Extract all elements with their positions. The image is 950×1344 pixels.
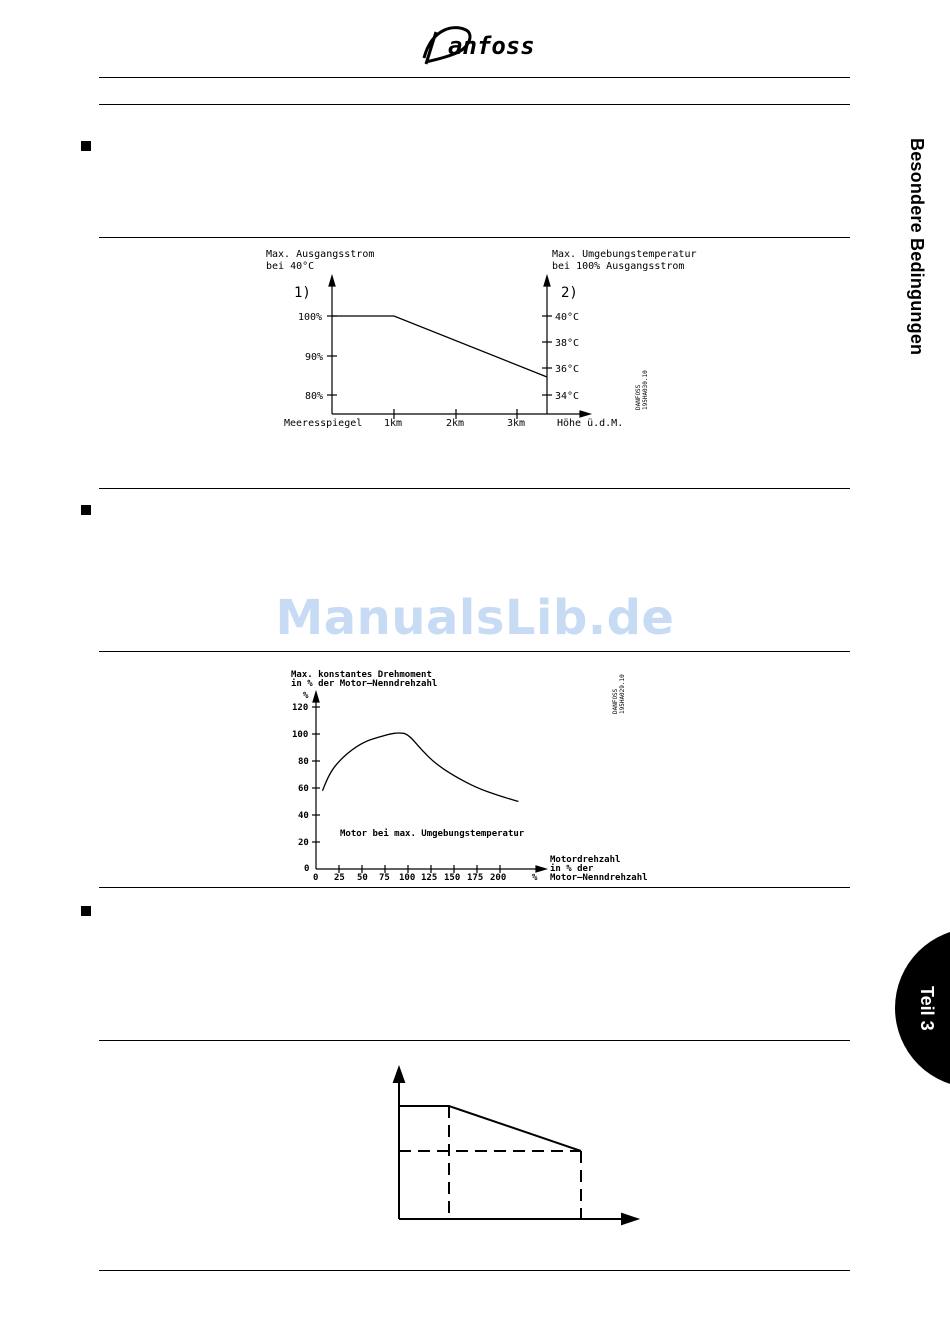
- chart1-ytick-right: 36°C: [555, 364, 580, 375]
- chart1-left-title-line1: Max. Ausgangsstrom: [266, 249, 375, 260]
- chart2-ytick: 20: [298, 838, 309, 848]
- chart2-ytick: 40: [298, 811, 309, 821]
- part-tab-label: Teil 3: [917, 986, 937, 1031]
- chart2-xtick: 75: [379, 873, 390, 883]
- chart1-right-title-line2: bei 100% Ausgangsstrom: [552, 261, 685, 272]
- chart1-ytick-right: 40°C: [555, 312, 580, 323]
- chart2-ytick: 100: [292, 730, 309, 740]
- chart1-xtick: 3km: [507, 418, 526, 429]
- chart2-ytick: 120: [292, 703, 309, 713]
- chart1-left-title-line2: bei 40°C: [266, 261, 315, 272]
- chart1-ytick-left: 100%: [298, 312, 323, 323]
- chart2-ytick: 60: [298, 784, 309, 794]
- chart2-xtick: 25: [334, 873, 345, 883]
- chart2-origin-label: 0: [313, 873, 319, 883]
- chart2-xtick: 100: [399, 873, 416, 883]
- chart1-ytick-left: 90%: [305, 352, 324, 363]
- chart1-code-line2: 195HA030.10: [642, 370, 649, 410]
- chart2-xtick: 150: [444, 873, 461, 883]
- chart1-left-marker: 1): [294, 285, 311, 301]
- chart1-ytick-right: 38°C: [555, 338, 580, 349]
- chart3-derating-line: [399, 1106, 581, 1151]
- chart1-ytick-left: 80%: [305, 391, 324, 402]
- chart1-xtick: Meeresspiegel: [284, 418, 363, 429]
- chart1-xtick: 2km: [446, 418, 465, 429]
- chart2-xlabel-line1: Motordrehzahl: [550, 855, 621, 865]
- chart2-title-line2: in % der Motor–Nenndrehzahl: [291, 679, 438, 689]
- chart1-code-line1: DANFOSS: [635, 384, 642, 410]
- chart2-xtick: 50: [357, 873, 368, 883]
- chart2-annotation: Motor bei max. Umgebungstemperatur: [340, 829, 525, 839]
- chart2-ytick: 80: [298, 757, 309, 767]
- chart2-xtick: 125: [421, 873, 438, 883]
- chart1-ytick-right: 34°C: [555, 391, 580, 402]
- chart2-xtick: 200: [490, 873, 507, 883]
- chart2-code-line1: DANFOSS: [612, 688, 619, 714]
- chart3-x-arrow: [622, 1214, 637, 1224]
- svg-text:anfoss: anfoss: [448, 32, 535, 60]
- chart2-title-line1: Max. konstantes Drehmoment: [291, 670, 432, 680]
- chart1-xtick: 1km: [384, 418, 403, 429]
- chart2-xlabel-line3: Motor–Nenndrehzahl: [550, 873, 648, 883]
- chart1-right-marker: 2): [561, 285, 578, 301]
- chart2-code-line2: 195HA029.10: [619, 674, 626, 714]
- chart3-y-arrow: [394, 1068, 404, 1082]
- chart2-xlabel-line2: in % der: [550, 864, 594, 874]
- chart2-xtick: 175: [467, 873, 484, 883]
- chart1-right-title-line1: Max. Umgebungstemperatur: [552, 249, 697, 260]
- chart2-y-unit: %: [303, 691, 309, 701]
- chart2-x-unit: %: [532, 873, 538, 883]
- watermark: ManualsLib.de: [275, 590, 675, 646]
- chart2-ytick: 0: [304, 864, 310, 874]
- chart1-xtick: Höhe ü.d.M.: [557, 418, 624, 429]
- side-section-title: Besondere Bedingungen: [907, 138, 927, 356]
